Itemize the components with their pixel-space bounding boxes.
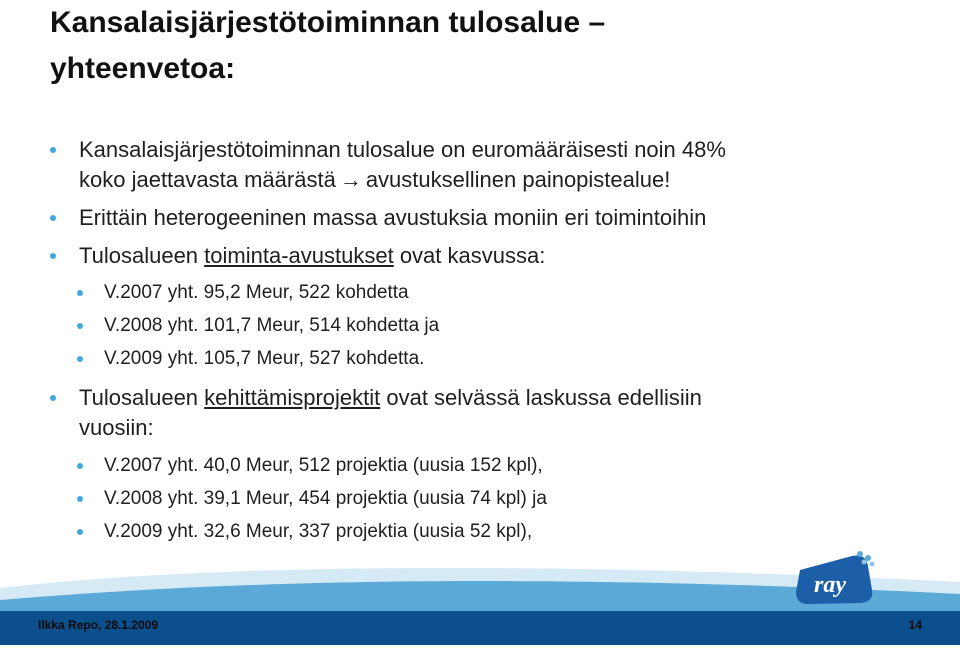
bullet-dot-icon (50, 253, 56, 259)
sub-bullet-item (77, 519, 532, 545)
sub-bullet-item (77, 313, 439, 339)
bullet-item (50, 135, 726, 195)
sub-bullet-item (77, 346, 424, 372)
bullet-text-part: ovat selvässä laskussa edellisiin (380, 385, 702, 410)
right-arrow-icon: → (339, 167, 362, 192)
bullet-text-line: avustuksellinen painopistealue! (365, 167, 671, 192)
sub-bullet-text: V.2007 yht. 95,2 Meur, 522 kohdetta (104, 282, 409, 303)
ray-logo (792, 548, 880, 608)
bullet-text-line: koko jaettavasta määrästä (79, 167, 336, 192)
bullet-text-line: vuosiin: (79, 415, 154, 440)
sub-bullet-item (77, 453, 543, 479)
bullet-dot-icon (77, 356, 83, 362)
page-number: 14 (908, 618, 922, 632)
logo-text: ray (814, 572, 846, 598)
sub-bullet-text: V.2008 yht. 39,1 Meur, 454 projektia (uusia 74 kpl) ja (104, 488, 547, 509)
logo-dot (862, 560, 867, 565)
slide-title (50, 0, 930, 92)
bullet-dot-icon (50, 215, 56, 221)
sub-bullet-item (77, 486, 547, 512)
bullet-dot-icon (77, 463, 83, 469)
bullet-item (50, 241, 545, 271)
bullet-text-part: Tulosalueen (79, 243, 205, 268)
bullet-text-part: ovat kasvussa: (393, 243, 546, 268)
sub-bullet-text: V.2009 yht. 32,6 Meur, 337 projektia (uusia 52 kpl), (104, 521, 533, 542)
title-line-2: yhteenvetoa: (50, 52, 236, 85)
bullet-item (50, 203, 706, 233)
footer-author-date: Ilkka Repo, 28.1.2009 (38, 618, 159, 632)
bullet-text-line: Kansalaisjärjestötoiminnan tulosalue on euromääräisesti noin 48% (79, 137, 726, 162)
bullet-dot-icon (77, 290, 83, 296)
bullet-text-part: Tulosalueen (79, 385, 205, 410)
sub-bullet-text: V.2008 yht. 101,7 Meur, 514 kohdetta ja (104, 315, 440, 336)
bullet-item (50, 383, 702, 443)
sub-bullet-text: V.2007 yht. 40,0 Meur, 512 projektia (uusia 152 kpl), (104, 455, 543, 476)
logo-dot (870, 562, 875, 567)
bullet-dot-icon (77, 323, 83, 329)
title-line-1: Kansalaisjärjestötoiminnan tulosalue – (50, 6, 606, 39)
bullet-text (79, 135, 726, 195)
underlined-term: kehittämisprojektit (204, 385, 381, 410)
bullet-dot-icon (77, 496, 83, 502)
bullet-text (79, 383, 702, 443)
bullet-dot-icon (77, 529, 83, 535)
bullet-text: Erittäin heterogeeninen massa avustuksia moniin eri toimintoihin (79, 205, 707, 230)
bullet-text (79, 241, 545, 271)
sub-bullet-text: V.2009 yht. 105,7 Meur, 527 kohdetta. (104, 348, 425, 369)
bullet-dot-icon (50, 395, 56, 401)
ray-logo-icon (792, 548, 880, 608)
bullet-dot-icon (50, 147, 56, 153)
sub-bullet-item (77, 280, 409, 306)
logo-dot (865, 555, 871, 561)
logo-dot (857, 551, 863, 557)
underlined-term: toiminta-avustukset (204, 243, 394, 268)
